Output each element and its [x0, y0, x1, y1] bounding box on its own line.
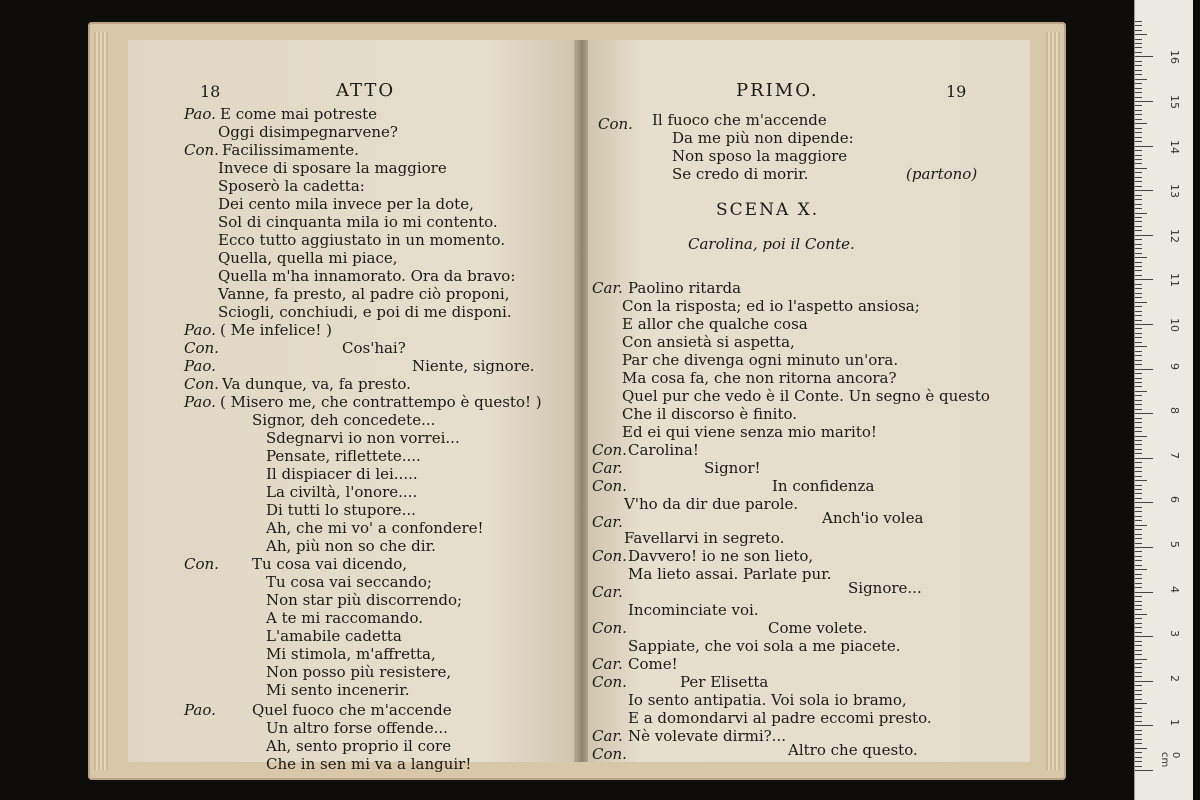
ruler-number: 8: [1168, 407, 1181, 415]
verse-line: Tu cosa vai dicendo,: [252, 555, 407, 573]
speaker: Car.: [592, 727, 623, 745]
ruler-tick: [1135, 427, 1142, 428]
ruler-tick: [1135, 235, 1153, 236]
verse-line: Da me più non dipende:: [672, 129, 854, 147]
ruler-number: 14: [1168, 139, 1181, 154]
ruler-tick: [1135, 217, 1142, 218]
ruler-tick: [1135, 641, 1142, 642]
ruler-tick: [1135, 239, 1142, 240]
ruler-number: 1: [1168, 719, 1181, 727]
ruler-tick: [1135, 123, 1147, 124]
ruler-number: 2: [1168, 674, 1181, 682]
ruler-tick: [1135, 761, 1142, 762]
speaker: Car.: [592, 459, 623, 477]
stage-direction: (partono): [906, 165, 978, 183]
ruler-number: 3: [1168, 630, 1181, 638]
verse-line: Sciogli, conchiudi, e poi di me disponi.: [218, 303, 512, 321]
ruler-tick: [1135, 355, 1142, 356]
ruler-tick: [1135, 422, 1142, 423]
ruler-tick: [1135, 79, 1147, 80]
ruler-number: 12: [1168, 228, 1181, 243]
ruler-tick: [1135, 320, 1142, 321]
ruler-tick: [1135, 734, 1142, 735]
verse-line: Invece di sposare la maggiore: [218, 159, 447, 177]
verse-line: Paolino ritarda: [628, 279, 742, 297]
verse-line: Quella, quella mi piace,: [218, 249, 398, 267]
verse-line: Non star più discorrendo;: [266, 591, 463, 609]
ruler-tick: [1135, 449, 1142, 450]
verse-line: Signor, deh concedete...: [252, 411, 436, 429]
ruler-tick: [1135, 110, 1142, 111]
ruler-tick: [1135, 485, 1142, 486]
verse-line: Con la risposta; ed io l'aspetto ansiosa;: [622, 297, 920, 315]
ruler-tick: [1135, 609, 1142, 610]
ruler-tick: [1135, 409, 1142, 410]
ruler-tick: [1135, 605, 1142, 606]
page-number: 19: [946, 82, 967, 101]
verse-line: Davvero! io ne son lieto,: [628, 547, 814, 565]
verse-line: Ecco tutto aggiustato in un momento.: [218, 231, 506, 249]
ruler-number: 15: [1168, 95, 1181, 109]
ruler-tick: [1135, 520, 1142, 521]
ruler-tick: [1135, 743, 1142, 744]
ruler-tick: [1135, 476, 1142, 477]
ruler-tick: [1135, 578, 1142, 579]
verse-line: Il dispiacer di lei.....: [266, 465, 418, 483]
ruler-tick: [1135, 39, 1142, 40]
ruler-tick: [1135, 739, 1142, 740]
ruler-tick: [1135, 404, 1142, 405]
ruler-tick: [1135, 253, 1142, 254]
verse-line: Facilissimamente.: [222, 141, 359, 159]
verse-line: Di tutti lo stupore...: [266, 501, 416, 519]
speaker: Con.: [592, 441, 627, 459]
speaker: Pao.: [184, 321, 216, 339]
verse-line: E a domondarvi al padre eccomi presto.: [628, 709, 932, 727]
ruler-tick: [1135, 311, 1142, 312]
ruler-tick: [1135, 623, 1142, 624]
ruler-tick: [1135, 650, 1142, 651]
page-number: 18: [200, 82, 221, 101]
speaker: Pao.: [184, 105, 216, 123]
ruler-tick: [1135, 226, 1142, 227]
ruler-tick: [1135, 34, 1147, 35]
verse-line: Ma cosa fa, che non ritorna ancora?: [622, 369, 897, 387]
ruler-tick: [1135, 708, 1142, 709]
ruler-tick: [1135, 25, 1142, 26]
ruler-tick: [1135, 315, 1142, 316]
ruler-tick: [1135, 685, 1142, 686]
running-head: ATTO: [336, 80, 396, 101]
ruler-tick: [1135, 681, 1153, 682]
verse-line: Sol di cinquanta mila io mi contento.: [218, 213, 498, 231]
verse-line: Favellarvi in segreto.: [624, 529, 785, 547]
ruler-tick: [1135, 155, 1142, 156]
ruler-tick: [1135, 61, 1142, 62]
ruler-tick: [1135, 462, 1142, 463]
ruler-tick: [1135, 132, 1142, 133]
verse-line: La civiltà, l'onore....: [266, 483, 418, 501]
ruler-number: 10: [1168, 318, 1181, 332]
ruler-tick: [1135, 181, 1142, 182]
ruler-tick: [1135, 748, 1147, 749]
ruler-tick: [1135, 302, 1147, 303]
verse-line: Io sento antipatia. Voi sola io bramo,: [628, 691, 907, 709]
ruler-number: 5: [1168, 541, 1181, 548]
verse-line: E come mai potreste: [220, 105, 378, 123]
ruler-tick: [1135, 257, 1147, 258]
ruler-tick: [1135, 324, 1153, 325]
page-edges-right: [1046, 32, 1060, 770]
ruler-tick: [1135, 172, 1142, 173]
ruler-tick: [1135, 556, 1142, 557]
running-head: PRIMO.: [736, 80, 819, 101]
ruler-tick: [1135, 346, 1147, 347]
ruler-tick: [1135, 105, 1142, 106]
verse-line: Quel pur che vedo è il Conte. Un segno è questo: [622, 387, 990, 405]
left-page: [128, 40, 576, 773]
ruler-tick: [1135, 244, 1142, 245]
speaker: Con.: [184, 555, 219, 573]
ruler-tick: [1135, 551, 1142, 552]
ruler-tick: [1135, 676, 1142, 677]
ruler-tick: [1135, 114, 1142, 115]
verse-line: E allor che qualche cosa: [622, 315, 808, 333]
ruler-tick: [1135, 221, 1142, 222]
verse-line: Oggi disimpegnarvene?: [218, 123, 398, 141]
ruler-tick: [1135, 507, 1142, 508]
ruler-tick: [1135, 516, 1142, 517]
ruler-tick: [1135, 65, 1142, 66]
verse-line: Per Elisetta: [680, 673, 769, 691]
ruler-tick: [1135, 636, 1153, 637]
right-page: [588, 40, 1030, 762]
verse-line: Anch'io volea: [822, 509, 924, 527]
ruler-tick: [1135, 159, 1142, 160]
ruler-tick: [1135, 699, 1142, 700]
ruler-number: 11: [1168, 273, 1181, 288]
ruler-tick: [1135, 373, 1142, 374]
ruler-tick: [1135, 141, 1142, 142]
ruler-tick: [1135, 199, 1142, 200]
measurement-ruler: [1134, 0, 1193, 800]
ruler-tick: [1135, 333, 1142, 334]
speaker: Con.: [184, 375, 219, 393]
speaker: Car.: [592, 583, 623, 601]
ruler-tick: [1135, 266, 1142, 267]
ruler-tick: [1135, 360, 1142, 361]
speaker: Pao.: [184, 393, 216, 411]
ruler-tick: [1135, 418, 1142, 419]
ruler-tick: [1135, 177, 1142, 178]
verse-line: Quel fuoco che m'accende: [252, 701, 452, 719]
ruler-tick: [1135, 667, 1142, 668]
ruler-tick: [1135, 489, 1142, 490]
ruler-number: 4: [1168, 585, 1181, 593]
verse-line: Altro che questo.: [788, 741, 918, 759]
verse-line: Signore...: [848, 579, 922, 597]
ruler-tick: [1135, 596, 1142, 597]
verse-line: Un altro forse offende...: [266, 719, 448, 737]
ruler-tick: [1135, 529, 1142, 530]
ruler-tick: [1135, 703, 1147, 704]
ruler-tick: [1135, 190, 1153, 191]
ruler-tick: [1135, 146, 1153, 147]
ruler-tick: [1135, 30, 1142, 31]
verse-line: L'amabile cadetta: [266, 627, 402, 645]
ruler-tick: [1135, 47, 1142, 48]
verse-line: Il fuoco che m'accende: [652, 111, 827, 129]
ruler-tick: [1135, 378, 1142, 379]
ruler-tick: [1135, 601, 1142, 602]
verse-line: Cos'hai?: [342, 339, 406, 357]
ruler-tick: [1135, 458, 1153, 459]
ruler-tick: [1135, 342, 1142, 343]
ruler-tick: [1135, 284, 1142, 285]
speaker: Con.: [592, 745, 627, 763]
ruler-number: 16: [1168, 50, 1181, 65]
ruler-tick: [1135, 480, 1147, 481]
ruler-tick: [1135, 770, 1153, 771]
speaker: Car.: [592, 655, 623, 673]
verse-line: Par che divenga ogni minuto un'ora.: [622, 351, 899, 369]
ruler-tick: [1135, 400, 1142, 401]
speaker: Con.: [598, 115, 633, 133]
ruler-tick: [1135, 137, 1142, 138]
ruler-tick: [1135, 659, 1147, 660]
scene-characters: Carolina, poi il Conte.: [688, 235, 855, 253]
verse-line: Ah, che mi vo' a confondere!: [266, 519, 484, 537]
verse-line: In confidenza: [772, 477, 875, 495]
ruler-tick: [1135, 592, 1153, 593]
ruler-tick: [1135, 83, 1142, 84]
speaker: Con.: [592, 673, 627, 691]
ruler-tick: [1135, 70, 1142, 71]
verse-line: Non posso più resistere,: [266, 663, 452, 681]
ruler-tick: [1135, 195, 1142, 196]
ruler-tick: [1135, 395, 1142, 396]
verse-line: Carolina!: [628, 441, 699, 459]
ruler-tick: [1135, 453, 1142, 454]
ruler-tick: [1135, 230, 1142, 231]
ruler-tick: [1135, 119, 1142, 120]
ruler-tick: [1135, 569, 1147, 570]
ruler-tick: [1135, 538, 1142, 539]
ruler-tick: [1135, 690, 1142, 691]
ruler-tick: [1135, 97, 1142, 98]
ruler-tick: [1135, 88, 1142, 89]
ruler-tick: [1135, 275, 1142, 276]
ruler-number: 7: [1168, 451, 1181, 459]
ruler-tick: [1135, 444, 1142, 445]
ruler-tick: [1135, 168, 1147, 169]
ruler-tick: [1135, 618, 1142, 619]
ruler-tick: [1135, 752, 1142, 753]
ruler-tick: [1135, 56, 1153, 57]
verse-line: Non sposo la maggiore: [672, 147, 848, 165]
ruler-tick: [1135, 547, 1153, 548]
verse-line: Mi sento incenerir.: [266, 681, 410, 699]
ruler-tick: [1135, 163, 1142, 164]
verse-line: Sappiate, che voi sola a me piacete.: [628, 637, 901, 655]
verse-line: Ah, più non so che dir.: [266, 537, 436, 555]
ruler-tick: [1135, 382, 1142, 383]
verse-line: ( Misero me, che contrattempo è questo! ): [220, 393, 542, 411]
ruler-tick: [1135, 560, 1142, 561]
ruler-tick: [1135, 543, 1142, 544]
ruler-tick: [1135, 128, 1142, 129]
ruler-tick: [1135, 511, 1142, 512]
speaker: Con.: [592, 477, 627, 495]
ruler-unit-label: 0 cm: [1159, 752, 1181, 768]
ruler-tick: [1135, 431, 1142, 432]
ruler-tick: [1135, 74, 1142, 75]
ruler-tick: [1135, 587, 1142, 588]
ruler-tick: [1135, 101, 1153, 102]
ruler-tick: [1135, 52, 1142, 53]
ruler-tick: [1135, 213, 1147, 214]
ruler-tick: [1135, 413, 1153, 414]
ruler-tick: [1135, 150, 1142, 151]
verse-line: Pensate, riflettete....: [266, 447, 421, 465]
verse-line: Dei cento mila invece per la dote,: [218, 195, 474, 213]
ruler-tick: [1135, 337, 1142, 338]
ruler-tick: [1135, 766, 1142, 767]
ruler-tick: [1135, 534, 1142, 535]
ruler-tick: [1135, 279, 1153, 280]
ruler-number: 9: [1168, 362, 1181, 370]
verse-line: Mi stimola, m'affretta,: [266, 645, 436, 663]
speaker: Car.: [592, 513, 623, 531]
verse-line: Ah, sento proprio il core: [266, 737, 452, 755]
ruler-tick: [1135, 369, 1153, 370]
ruler-tick: [1135, 288, 1142, 289]
verse-line: Con ansietà si aspetta,: [622, 333, 795, 351]
ruler-tick: [1135, 440, 1142, 441]
verse-line: Nè volevate dirmi?...: [628, 727, 786, 745]
ruler-tick: [1135, 654, 1142, 655]
ruler-tick: [1135, 306, 1142, 307]
ruler-tick: [1135, 297, 1142, 298]
ruler-tick: [1135, 186, 1142, 187]
ruler-tick: [1135, 204, 1142, 205]
ruler-tick: [1135, 565, 1142, 566]
ruler-tick: [1135, 493, 1142, 494]
ruler-tick: [1135, 21, 1142, 22]
verse-line: Sdegnarvi io non vorrei...: [266, 429, 460, 447]
ruler-tick: [1135, 721, 1142, 722]
verse-line: Che il discorso è finito.: [622, 405, 798, 423]
ruler-tick: [1135, 471, 1142, 472]
ruler-tick: [1135, 672, 1142, 673]
ruler-tick: [1135, 632, 1142, 633]
ruler-tick: [1135, 614, 1147, 615]
verse-line: Tu cosa vai seccando;: [266, 573, 432, 591]
verse-line: ( Me infelice! ): [220, 321, 333, 339]
open-book: [88, 22, 1066, 780]
ruler-number: 13: [1168, 184, 1181, 199]
verse-line: Quella m'ha innamorato. Ora da bravo:: [218, 267, 516, 285]
verse-line: A te mi raccomando.: [266, 609, 423, 627]
ruler-tick: [1135, 663, 1142, 664]
ruler-tick: [1135, 208, 1142, 209]
ruler-tick: [1135, 712, 1142, 713]
ruler-tick: [1135, 364, 1142, 365]
verse-line: Come!: [628, 655, 678, 673]
ruler-tick: [1135, 43, 1142, 44]
ruler-tick: [1135, 645, 1142, 646]
ruler-tick: [1135, 391, 1147, 392]
ruler-tick: [1135, 730, 1142, 731]
speaker: Con.: [184, 141, 219, 159]
ruler-tick: [1135, 525, 1147, 526]
ruler-tick: [1135, 502, 1153, 503]
ruler-tick: [1135, 757, 1142, 758]
page-edges-left: [94, 32, 108, 770]
ruler-tick: [1135, 716, 1142, 717]
speaker: Con.: [184, 339, 219, 357]
ruler-tick: [1135, 270, 1142, 271]
ruler-tick: [1135, 467, 1142, 468]
speaker: Pao.: [184, 357, 216, 375]
verse-line: Sposerò la cadetta:: [218, 177, 365, 195]
ruler-number: 6: [1168, 496, 1181, 504]
speaker: Pao.: [184, 701, 216, 719]
ruler-tick: [1135, 328, 1142, 329]
ruler-tick: [1135, 694, 1142, 695]
ruler-tick: [1135, 92, 1142, 93]
verse-line: Ed ei qui viene senza mio marito!: [622, 423, 877, 441]
verse-line: Ma lieto assai. Parlate pur.: [628, 565, 832, 583]
ruler-tick: [1135, 583, 1142, 584]
verse-line: Che in sen mi va a languir!: [266, 755, 472, 773]
ruler-tick: [1135, 293, 1142, 294]
scene-heading: SCENA X.: [716, 200, 820, 220]
verse-line: Se credo di morir.: [672, 165, 809, 183]
verse-line: Niente, signore.: [412, 357, 535, 375]
ruler-tick: [1135, 248, 1142, 249]
speaker: Con.: [592, 547, 627, 565]
verse-line: Vanne, fa presto, al padre ciò proponi,: [218, 285, 510, 303]
ruler-tick: [1135, 574, 1142, 575]
verse-line: V'ho da dir due parole.: [624, 495, 799, 513]
ruler-tick: [1135, 725, 1153, 726]
ruler-tick: [1135, 351, 1142, 352]
speaker: Car.: [592, 279, 623, 297]
ruler-tick: [1135, 498, 1142, 499]
ruler-tick: [1135, 262, 1142, 263]
verse-line: Come volete.: [768, 619, 868, 637]
speaker: Con.: [592, 619, 627, 637]
verse-line: Signor!: [704, 459, 761, 477]
verse-line: Incominciate voi.: [628, 601, 759, 619]
ruler-tick: [1135, 627, 1142, 628]
verse-line: Va dunque, va, fa presto.: [222, 375, 411, 393]
ruler-tick: [1135, 436, 1147, 437]
ruler-tick: [1135, 386, 1142, 387]
